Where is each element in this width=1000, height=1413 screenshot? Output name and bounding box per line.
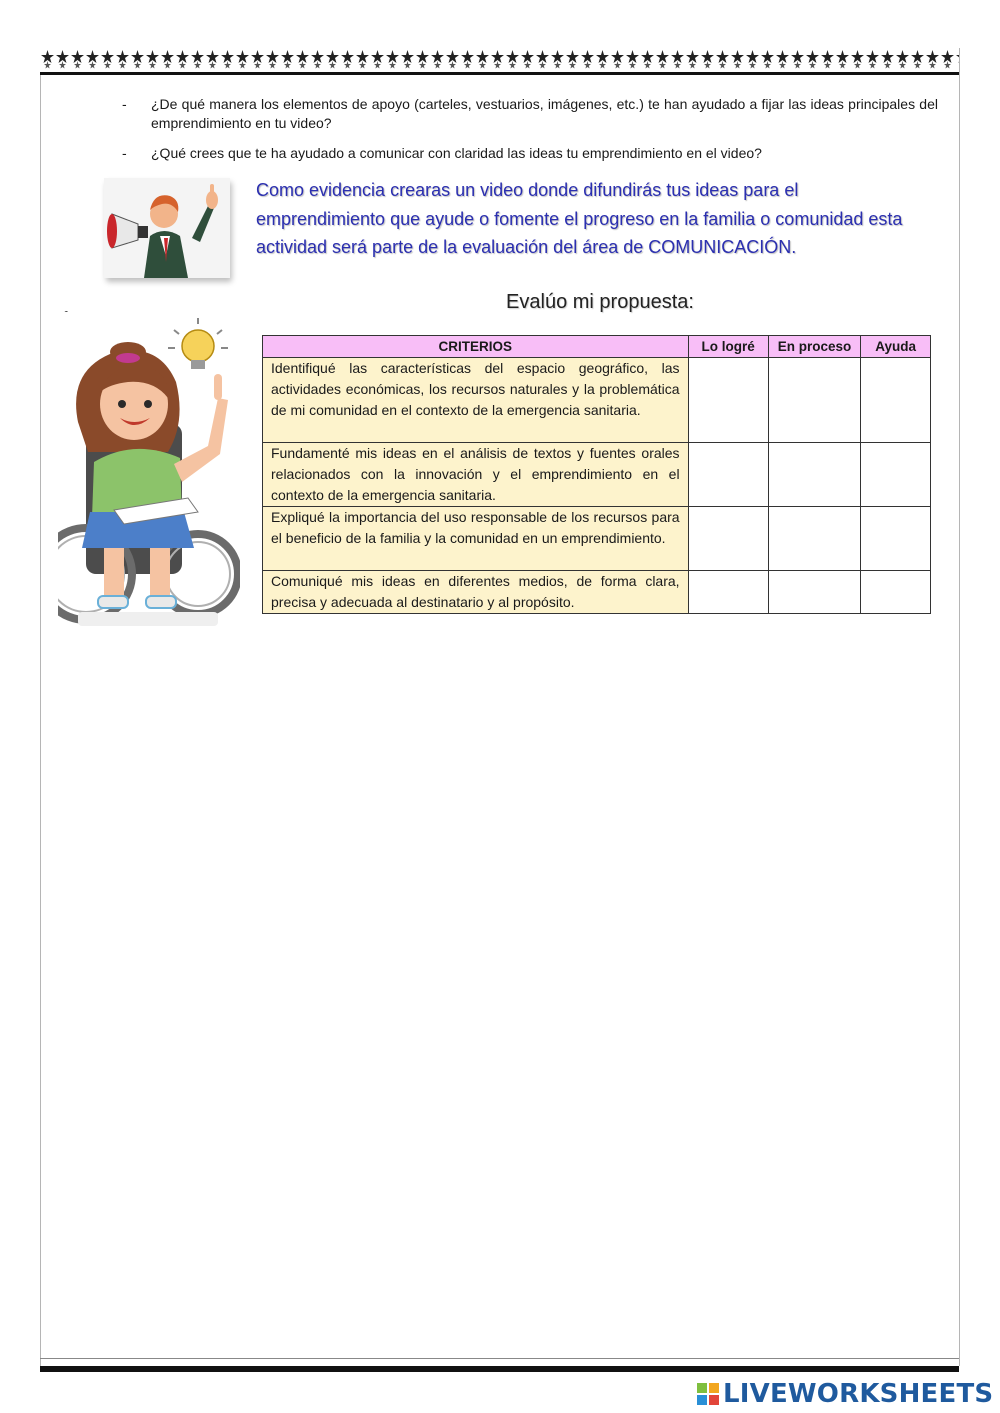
question-2-text: ¿Qué crees que te ha ayudado a comunicar con claridad las ideas tu emprendimiento en el video? [151, 145, 762, 161]
table-row [263, 443, 931, 507]
bottom-border [40, 1358, 959, 1372]
girl-wheelchair-illustration [58, 312, 240, 632]
girl-wheelchair-icon [58, 312, 240, 632]
section-subtitle: Evalúo mi propuesta: [506, 291, 694, 313]
star-border-pattern [40, 48, 959, 72]
en-proceso-cell[interactable] [768, 443, 861, 507]
en-proceso-cell[interactable] [768, 358, 861, 443]
megaphone-icon [104, 178, 230, 278]
criteria-cell: Identifiqué las características del espacio geográfico, las actividades económicas, los recursos naturales y la problemática de mi comunidad en el contexto de la emergencia sanitaria. [263, 358, 689, 443]
ayuda-cell[interactable] [861, 443, 931, 507]
lo-logre-cell[interactable] [688, 571, 768, 614]
header-ayuda: Ayuda [861, 336, 931, 358]
question-2-bullet: - [122, 145, 127, 161]
lo-logre-cell[interactable] [688, 507, 768, 571]
lo-logre-cell[interactable] [688, 358, 768, 443]
liveworksheets-watermark[interactable] [697, 1378, 993, 1410]
ayuda-cell[interactable] [861, 571, 931, 614]
header-criterios: CRITERIOS [263, 336, 689, 358]
watermark-text: LIVEWORKSHEETS [723, 1379, 994, 1409]
question-1-text: ¿De qué manera los elementos de apoyo (carteles, vestuarios, imágenes, etc.) te han ayudado a fijar las ideas principales del emprendimiento en tu video? [151, 96, 938, 131]
liveworksheets-logo-icon [697, 1383, 719, 1405]
megaphone-illustration [104, 178, 230, 278]
en-proceso-cell[interactable] [768, 571, 861, 614]
evidence-instructions: Como evidencia crearas un video donde difundirás tus ideas para el emprendimiento que ayude o fomente el progreso en la familia o comunidad esta actividad será parte de la evaluación del área de COMUNICACIÓN. [256, 180, 903, 257]
self-evaluation-table [262, 335, 931, 614]
criteria-cell: Expliqué la importancia del uso responsable de los recursos para el beneficio de la familia y la comunidad en un emprendimiento. [263, 507, 689, 571]
lo-logre-cell[interactable] [688, 443, 768, 507]
table-row [263, 507, 931, 571]
criteria-cell: Comuniqué mis ideas en diferentes medios, de forma clara, precisa y adecuada al destinatario y al propósito. [263, 571, 689, 614]
question-1 [122, 95, 938, 133]
table-row [263, 571, 931, 614]
table-row [263, 358, 931, 443]
en-proceso-cell[interactable] [768, 507, 861, 571]
question-2 [122, 144, 938, 163]
ayuda-cell[interactable] [861, 507, 931, 571]
star-border-top [40, 48, 959, 75]
header-lo-logre: Lo logré [688, 336, 768, 358]
criteria-cell: Fundamenté mis ideas en el análisis de textos y fuentes orales relacionados con la innovación y el emprendimiento en el contexto de la emergencia sanitaria. [263, 443, 689, 507]
ayuda-cell[interactable] [861, 358, 931, 443]
question-1-bullet: - [122, 96, 127, 112]
table-header-row [263, 336, 931, 358]
header-en-proceso: En proceso [768, 336, 861, 358]
